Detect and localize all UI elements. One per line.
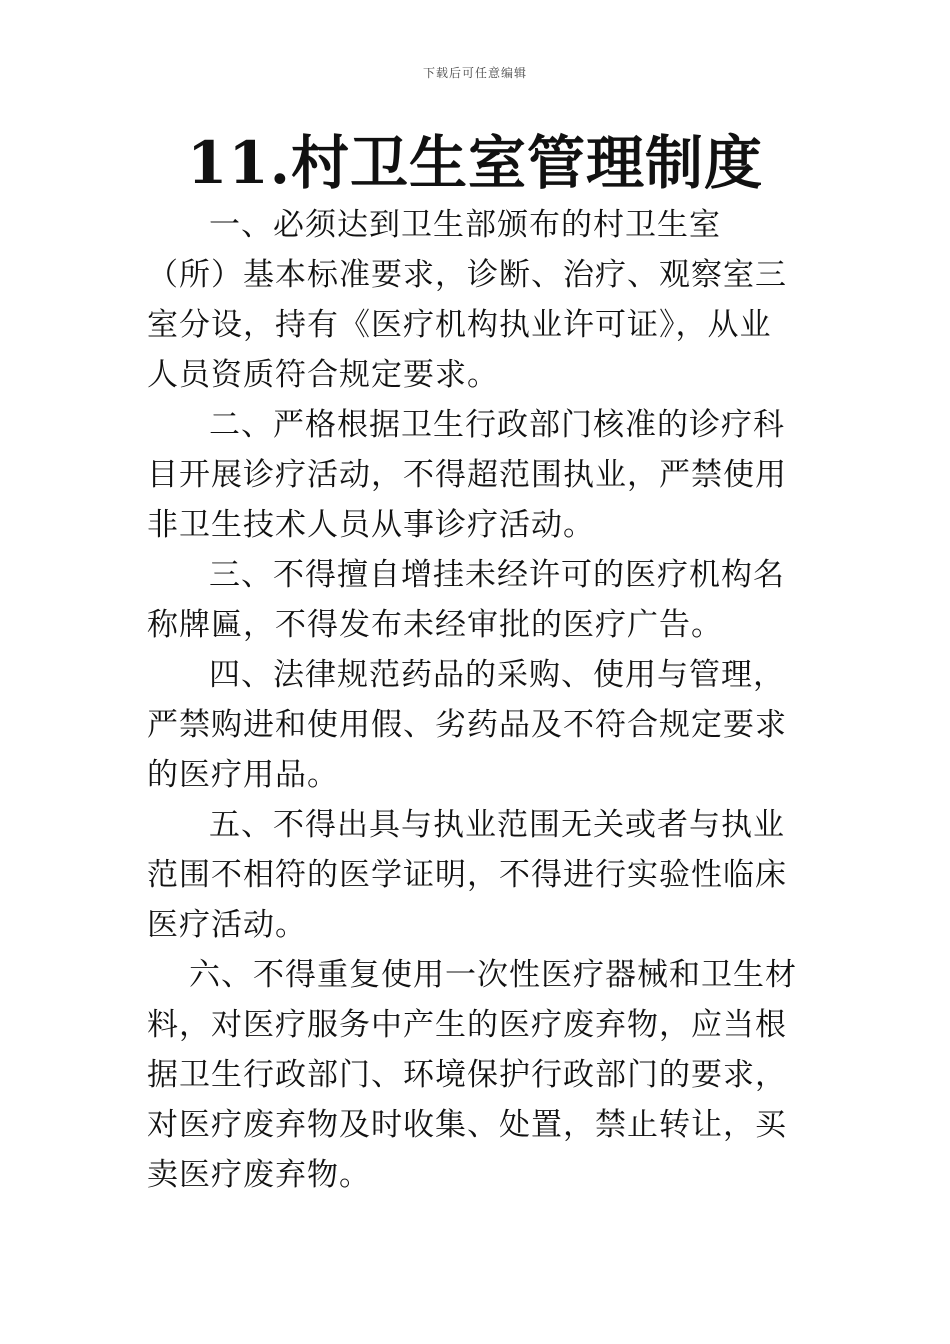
page-title: 11.村卫生室管理制度 [187,129,763,197]
paragraph-5: 五、不得出具与执业范围无关或者与执业范围不相符的医学证明，不得进行实验性临床医疗活动。 [147,807,787,943]
paragraph-6: 六、不得重复使用一次性医疗器械和卫生材料，对医疗服务中产生的医疗废弃物，应当根据卫生行政部门、环境保护行政部门的要求，对医疗废弃物及时收集、处置，禁止转让，买卖医疗废弃物。 [147,957,797,1193]
paragraph-4: 四、法律规范药品的采购、使用与管理，严禁购进和使用假、劣药品及不符合规定要求的医疗用品。 [147,657,787,793]
paragraph-1: 一、必须达到卫生部颁布的村卫生室（所）基本标准要求，诊断、治疗、观察室三室分设，持有《医疗机构执业许可证》，从业人员资质符合规定要求。 [147,207,787,393]
header-note: 下载后可任意编辑 [422,66,527,80]
document-body [147,200,797,1200]
paragraph-2: 二、严格根据卫生行政部门核准的诊疗科目开展诊疗活动，不得超范围执业，严禁使用非卫生技术人员从事诊疗活动。 [147,407,787,543]
paragraph-3: 三、不得擅自增挂未经许可的医疗机构名称牌匾，不得发布未经审批的医疗广告。 [147,557,785,643]
